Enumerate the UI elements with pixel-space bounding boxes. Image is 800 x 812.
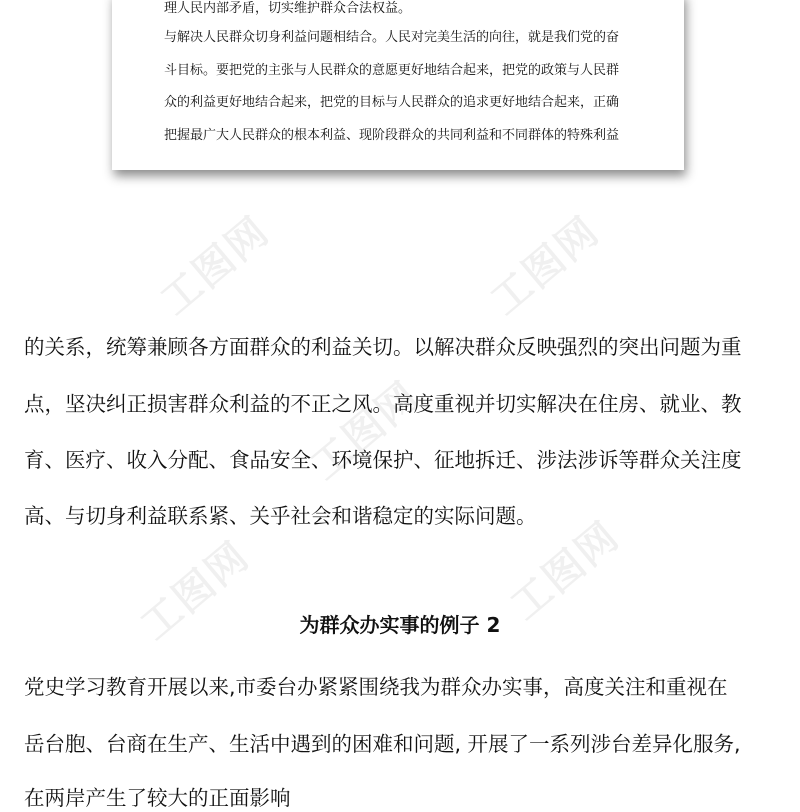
section-heading: 为群众办实事的例子 2 bbox=[299, 613, 501, 637]
watermark: 工图网 bbox=[152, 208, 279, 325]
watermark: 工图网 bbox=[482, 208, 609, 325]
card-text-line: 众的利益更好地结合起来，把党的目标与人民群众的追求更好地结合起来，正确 bbox=[164, 95, 620, 110]
watermark: 工图网 bbox=[302, 373, 429, 490]
body-text-line: 的关系，统筹兼顾各方面群众的利益关切。以解决群众反映强烈的突出问题为重 bbox=[24, 335, 742, 359]
card-text-line: 与解决人民群众切身利益问题相结合。人民对完美生活的向往，就是我们党的奋 bbox=[164, 30, 620, 45]
card-text-line: 把握最广大人民群众的根本利益、现阶段群众的共同利益和不同群体的特殊利益 bbox=[164, 128, 620, 143]
body-text-line: 岳台胞、台商在生产、生活中遇到的困难和问题, 开展了一系列涉台差异化服务, bbox=[24, 732, 741, 756]
watermark: 工图网 bbox=[502, 513, 629, 630]
body-text-line: 高、与切身利益联系紧、关乎社会和谐稳定的实际问题。 bbox=[24, 504, 537, 528]
document-preview-card bbox=[112, 0, 684, 170]
body-text-line: 点，坚决纠正损害群众利益的不正之风。高度重视并切实解决在住房、就业、教 bbox=[24, 392, 742, 416]
body-text-line: 党史学习教育开展以来,市委台办紧紧围绕我为群众办实事，高度关注和重视在 bbox=[24, 675, 728, 699]
card-text-line: 斗目标。要把党的主张与人民群众的意愿更好地结合起来，把党的政策与人民群 bbox=[164, 63, 620, 78]
watermark: 工图网 bbox=[132, 533, 259, 650]
body-text-line: 在两岸产生了较大的正面影响 bbox=[24, 786, 291, 810]
body-text-line: 育、医疗、收入分配、食品安全、环境保护、征地拆迁、涉法涉诉等群众关注度 bbox=[24, 448, 742, 472]
card-text-line: 理人民内部矛盾，切实维护群众合法权益。 bbox=[164, 1, 412, 16]
